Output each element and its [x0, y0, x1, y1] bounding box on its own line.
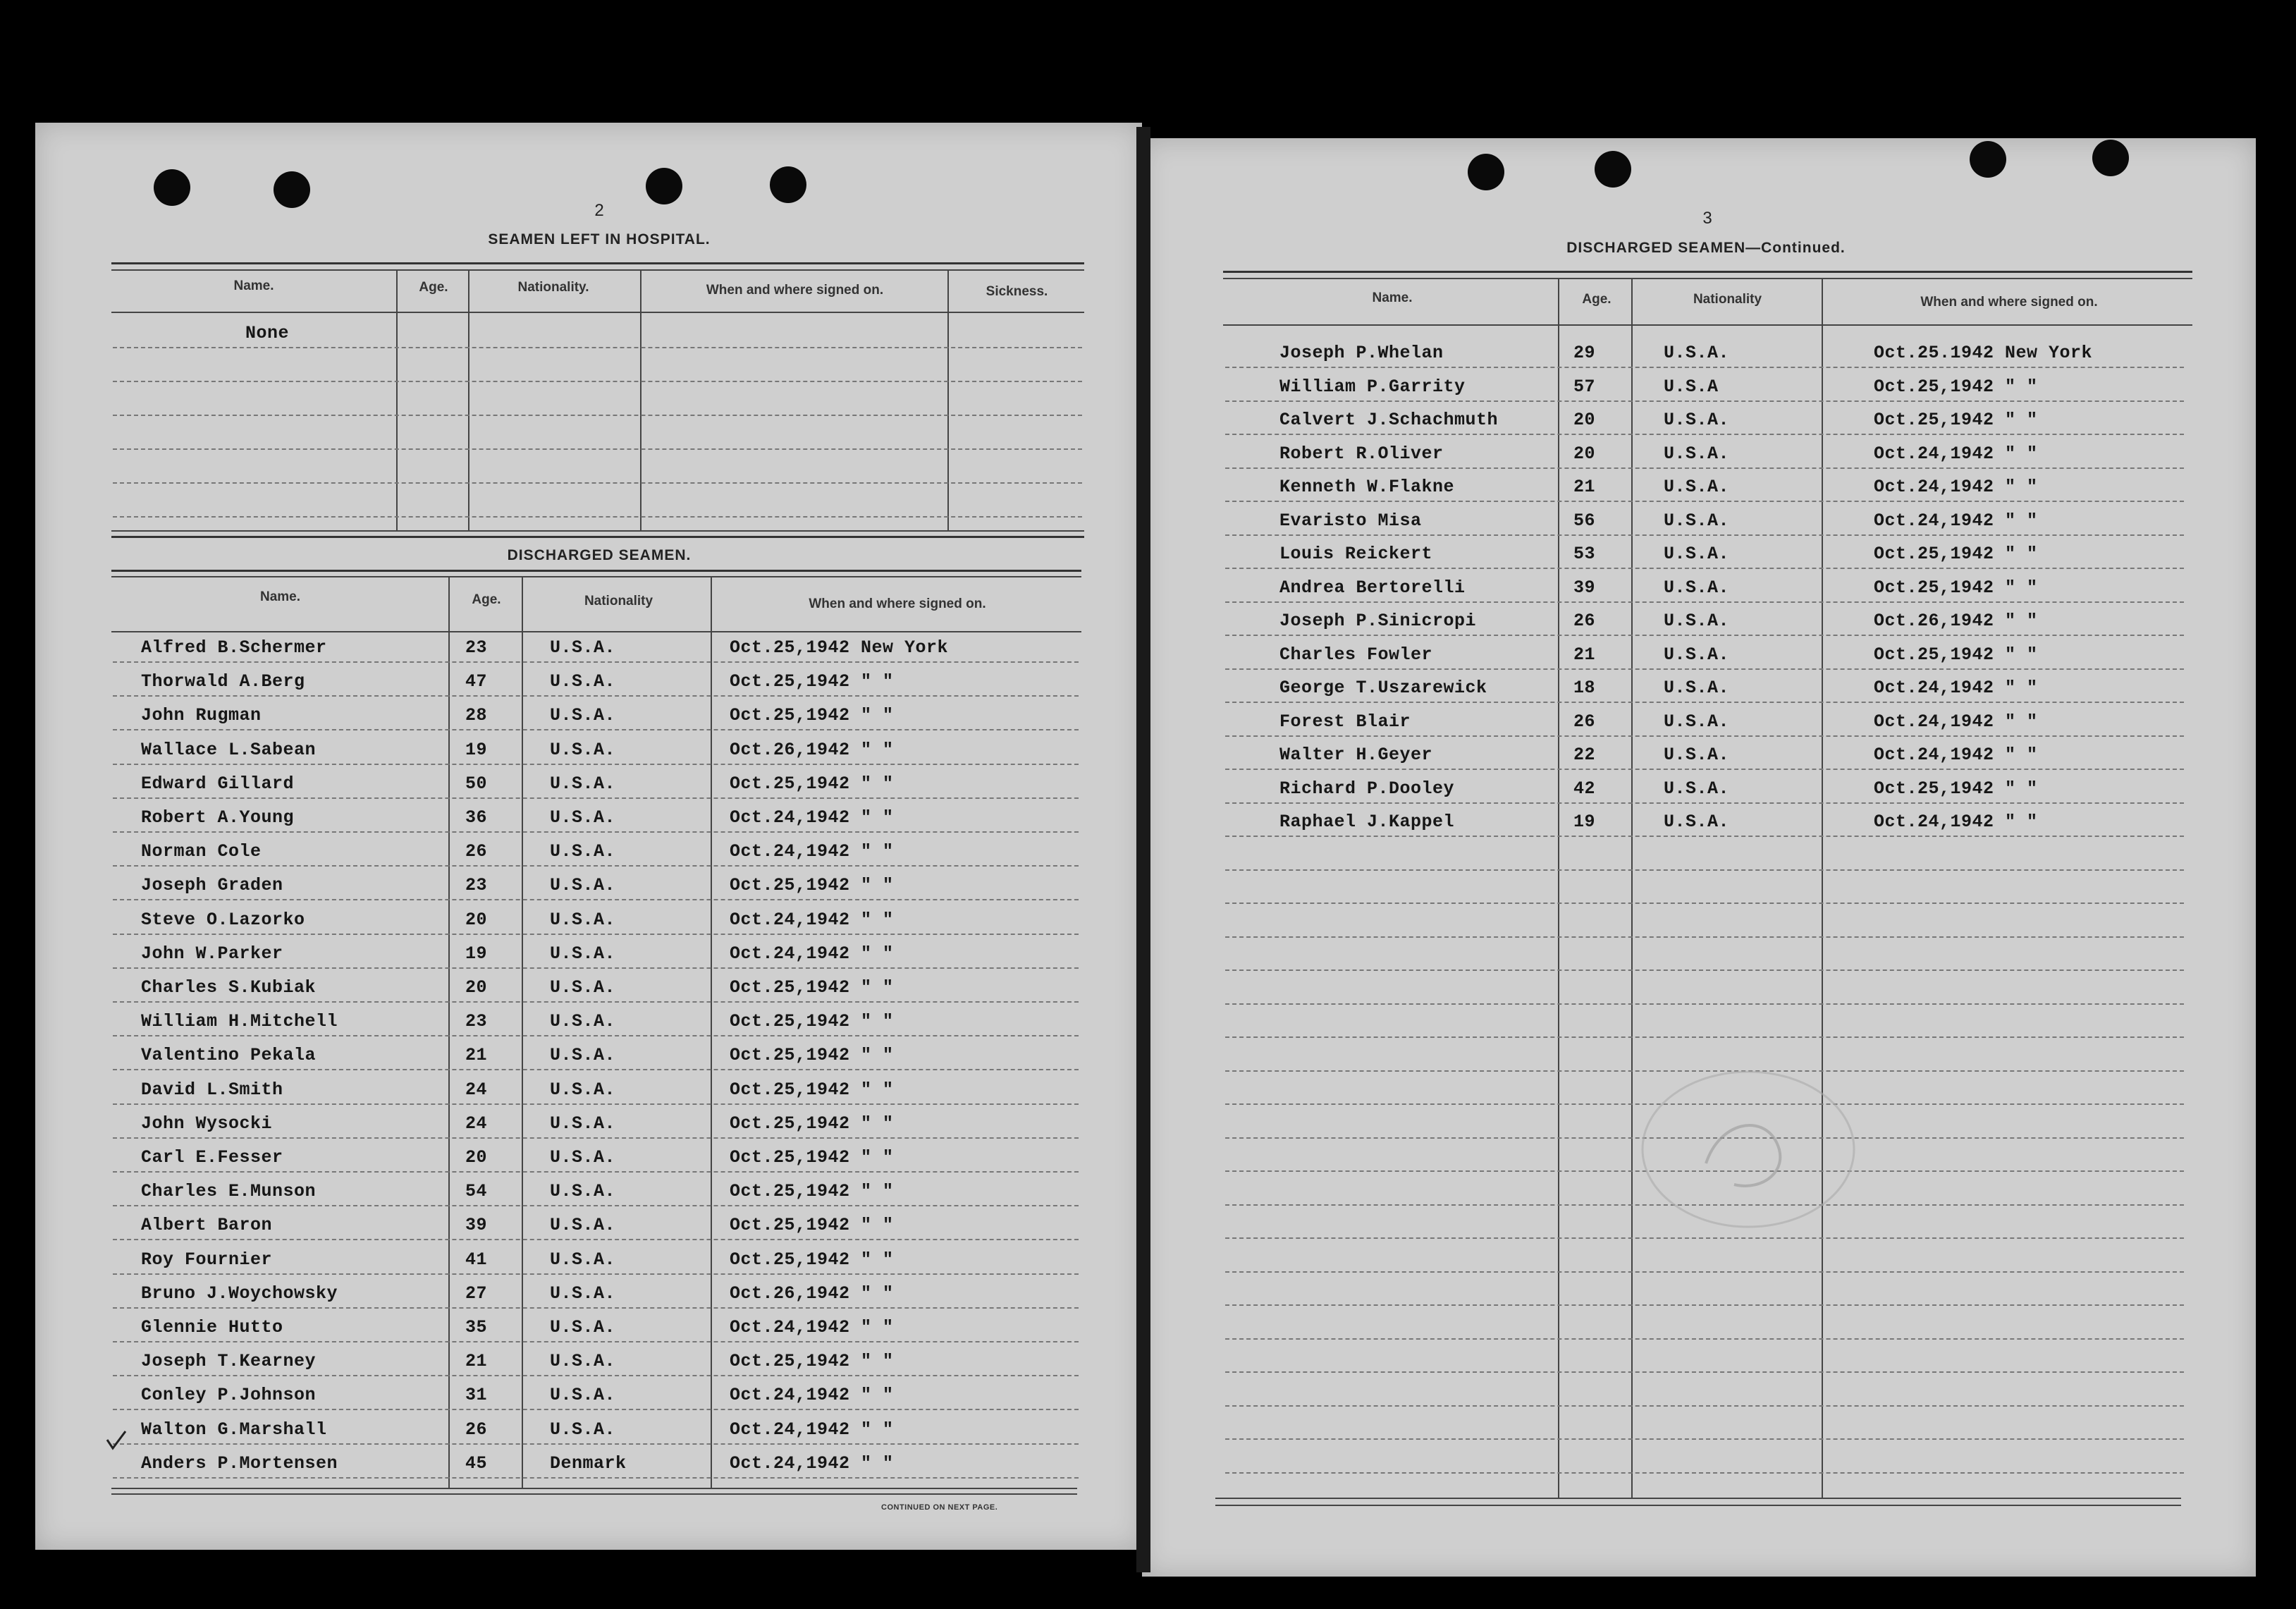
col-divider [522, 576, 523, 1488]
name-cell: William P.Garrity [1279, 377, 1466, 397]
age-cell: 39 [1573, 577, 1596, 598]
age-cell: 47 [465, 671, 488, 692]
name-cell: Joseph P.Sinicropi [1279, 611, 1477, 631]
row-line [113, 729, 1079, 730]
signed-on-cell: Oct.26,1942 " " [730, 740, 894, 760]
rule [111, 262, 1084, 264]
nationality-cell: U.S.A. [1664, 410, 1730, 430]
row-line [113, 899, 1079, 900]
nationality-cell: U.S.A. [550, 1249, 616, 1270]
nationality-cell: U.S.A. [550, 705, 616, 726]
continued-col-signed-on: When and where signed on. [1920, 295, 2098, 310]
row-line [113, 1171, 1079, 1173]
signed-on-cell: Oct.24,1942 " " [730, 807, 894, 828]
row-line [1225, 568, 2184, 569]
signed-on-cell: Oct.24,1942 " " [730, 1453, 894, 1474]
row-line [1225, 1271, 2184, 1273]
age-cell: 45 [465, 1453, 488, 1474]
age-cell: 22 [1573, 745, 1596, 765]
page-number-left: 2 [594, 201, 604, 220]
row-line [1225, 836, 2184, 837]
signed-on-cell: Oct.24,1942 " " [1874, 812, 2038, 832]
row-line [1225, 802, 2184, 804]
hospital-col-name: Name. [233, 279, 274, 293]
name-cell: Bruno J.Woychowsky [141, 1283, 338, 1304]
name-cell: Thorwald A.Berg [141, 671, 305, 692]
name-cell: Charles S.Kubiak [141, 977, 317, 998]
signed-on-cell: Oct.24,1942 " " [1874, 510, 2038, 531]
row-line [1225, 735, 2184, 737]
col-divider [711, 576, 712, 1488]
row-line [1225, 668, 2184, 670]
col-divider [1558, 278, 1559, 1498]
nationality-cell: U.S.A. [550, 1113, 616, 1134]
nationality-cell: U.S.A. [550, 1011, 616, 1032]
age-cell: 20 [465, 910, 488, 930]
nationality-cell: U.S.A. [550, 1147, 616, 1168]
name-cell: John Wysocki [141, 1113, 273, 1134]
name-cell: Richard P.Dooley [1279, 778, 1455, 799]
age-cell: 20 [1573, 443, 1596, 464]
name-cell: David L.Smith [141, 1079, 283, 1100]
age-cell: 21 [465, 1045, 488, 1065]
signed-on-cell: Oct.25,1942 New York [730, 637, 949, 658]
continued-col-name: Name. [1372, 290, 1413, 305]
nationality-cell: U.S.A. [550, 1317, 616, 1338]
signed-on-cell: Oct.25.1942 New York [1874, 343, 2093, 363]
age-cell: 39 [465, 1215, 488, 1235]
signed-on-cell: Oct.24,1942 " " [1874, 745, 2038, 765]
age-cell: 50 [465, 773, 488, 794]
punch-hole [154, 169, 190, 206]
row-line [1225, 434, 2184, 435]
nationality-cell: U.S.A. [550, 671, 616, 692]
row-line [113, 1341, 1079, 1342]
row-line [1225, 1371, 2184, 1373]
nationality-cell: U.S.A. [550, 841, 616, 862]
row-line [1225, 501, 2184, 502]
punch-hole [2092, 140, 2129, 176]
name-cell: Robert A.Young [141, 807, 295, 828]
age-cell: 54 [465, 1181, 488, 1201]
row-line [113, 1273, 1079, 1275]
signed-on-cell: Oct.25,1942 " " [730, 875, 894, 895]
col-divider [1822, 278, 1823, 1498]
age-cell: 19 [465, 943, 488, 964]
hospital-cell-name: None [245, 323, 290, 343]
signed-on-cell: Oct.25,1942 " " [730, 977, 894, 998]
signed-on-cell: Oct.25,1942 " " [730, 1045, 894, 1065]
row-line [113, 865, 1079, 867]
signed-on-cell: Oct.26,1942 " " [1874, 611, 2038, 631]
nationality-cell: U.S.A. [1664, 644, 1730, 665]
signed-on-cell: Oct.25,1942 " " [730, 1249, 894, 1270]
row-line [1225, 769, 2184, 770]
age-cell: 56 [1573, 510, 1596, 531]
name-cell: Raphael J.Kappel [1279, 812, 1455, 832]
age-cell: 53 [1573, 544, 1596, 564]
row-line [113, 347, 1082, 348]
row-line [1225, 903, 2184, 904]
row-line [1225, 1304, 2184, 1306]
age-cell: 21 [1573, 477, 1596, 497]
nationality-cell: U.S.A. [550, 740, 616, 760]
col-divider [1631, 278, 1633, 1498]
nationality-cell: U.S.A. [550, 875, 616, 895]
rule [111, 631, 1081, 632]
row-line [113, 1001, 1079, 1003]
punch-hole [274, 171, 310, 208]
age-cell: 19 [1573, 812, 1596, 832]
nationality-cell: U.S.A. [550, 1419, 616, 1440]
signed-on-cell: Oct.25,1942 " " [730, 1011, 894, 1032]
name-cell: Louis Reickert [1279, 544, 1433, 564]
discharged-col-signed-on: When and where signed on. [809, 597, 986, 611]
hospital-col-signed-on: When and where signed on. [706, 283, 884, 298]
page-gutter [1136, 127, 1150, 1572]
rule [111, 530, 1084, 532]
name-cell: George T.Uszarewick [1279, 678, 1487, 698]
age-cell: 27 [465, 1283, 488, 1304]
name-cell: Conley P.Johnson [141, 1385, 317, 1405]
signed-on-cell: Oct.24,1942 " " [1874, 678, 2038, 698]
row-line [1225, 367, 2184, 368]
signed-on-cell: Oct.24,1942 " " [1874, 477, 2038, 497]
age-cell: 23 [465, 875, 488, 895]
signed-on-cell: Oct.24,1942 " " [1874, 443, 2038, 464]
signed-on-cell: Oct.25,1942 " " [1874, 410, 2038, 430]
age-cell: 26 [1573, 711, 1596, 732]
nationality-cell: U.S.A. [550, 910, 616, 930]
row-line [1225, 702, 2184, 703]
nationality-cell: U.S.A. [550, 943, 616, 964]
row-line [1225, 869, 2184, 871]
name-cell: Evaristo Misa [1279, 510, 1422, 531]
nationality-cell: U.S.A. [550, 807, 616, 828]
row-line [113, 967, 1079, 969]
name-cell: Edward Gillard [141, 773, 295, 794]
age-cell: 26 [465, 1419, 488, 1440]
row-line [113, 516, 1082, 518]
age-cell: 23 [465, 1011, 488, 1032]
discharged-col-age: Age. [472, 592, 501, 607]
col-divider [448, 576, 450, 1488]
row-line [113, 934, 1079, 935]
rule [1215, 1505, 2181, 1506]
hospital-col-age: Age. [419, 280, 448, 295]
signed-on-cell: Oct.25,1942 " " [730, 1181, 894, 1201]
nationality-cell: U.S.A. [550, 1283, 616, 1304]
row-line [1225, 1438, 2184, 1440]
faint-stamp [1621, 1058, 1875, 1241]
name-cell: Robert R.Oliver [1279, 443, 1444, 464]
signed-on-cell: Oct.25,1942 " " [730, 1113, 894, 1134]
row-line [113, 415, 1082, 416]
age-cell: 29 [1573, 343, 1596, 363]
age-cell: 24 [465, 1079, 488, 1100]
hospital-section-title: SEAMEN LEFT IN HOSPITAL. [488, 231, 711, 247]
nationality-cell: Denmark [550, 1453, 627, 1474]
row-line [113, 381, 1082, 382]
nationality-cell: U.S.A. [1664, 510, 1730, 531]
signed-on-cell: Oct.24,1942 " " [730, 1385, 894, 1405]
age-cell: 20 [465, 1147, 488, 1168]
row-line [1225, 635, 2184, 636]
name-cell: Joseph P.Whelan [1279, 343, 1444, 363]
rule [1215, 1498, 2181, 1499]
signed-on-cell: Oct.25,1942 " " [730, 1351, 894, 1371]
rule [111, 576, 1081, 577]
signed-on-cell: Oct.25,1942 " " [1874, 377, 2038, 397]
name-cell: Glennie Hutto [141, 1317, 283, 1338]
nationality-cell: U.S.A. [1664, 745, 1730, 765]
name-cell: Alfred B.Schermer [141, 637, 327, 658]
name-cell: Forest Blair [1279, 711, 1411, 732]
rule [111, 536, 1084, 538]
row-line [113, 1307, 1079, 1309]
nationality-cell: U.S.A [1664, 377, 1719, 397]
nationality-cell: U.S.A. [550, 1351, 616, 1371]
age-cell: 20 [1573, 410, 1596, 430]
signed-on-cell: Oct.24,1942 " " [1874, 711, 2038, 732]
nationality-cell: U.S.A. [550, 637, 616, 658]
name-cell: Valentino Pekala [141, 1045, 317, 1065]
age-cell: 35 [465, 1317, 488, 1338]
hospital-col-sickness: Sickness. [986, 284, 1048, 299]
row-line [113, 1443, 1079, 1445]
rule [111, 570, 1081, 572]
row-line [113, 831, 1079, 833]
row-line [1225, 1338, 2184, 1340]
row-line [1225, 601, 2184, 603]
name-cell: John W.Parker [141, 943, 283, 964]
name-cell: Joseph T.Kearney [141, 1351, 317, 1371]
age-cell: 26 [1573, 611, 1596, 631]
age-cell: 20 [465, 977, 488, 998]
nationality-cell: U.S.A. [550, 977, 616, 998]
row-line [113, 797, 1079, 799]
name-cell: Norman Cole [141, 841, 262, 862]
rule [111, 1493, 1077, 1495]
rule [1223, 271, 2192, 273]
name-cell: Joseph Graden [141, 875, 283, 895]
row-line [113, 1103, 1079, 1105]
row-line [113, 448, 1082, 450]
name-cell: Steve O.Lazorko [141, 910, 305, 930]
age-cell: 36 [465, 807, 488, 828]
page-number-right: 3 [1702, 209, 1712, 228]
row-line [113, 661, 1079, 663]
row-line [1225, 969, 2184, 971]
row-line [113, 695, 1079, 697]
punch-hole [1595, 151, 1631, 188]
row-line [1225, 1036, 2184, 1038]
age-cell: 57 [1573, 377, 1596, 397]
nationality-cell: U.S.A. [550, 1181, 616, 1201]
continued-col-nationality: Nationality [1693, 292, 1762, 307]
continued-section-title: DISCHARGED SEAMEN—Continued. [1566, 240, 1846, 256]
row-line [1225, 534, 2184, 536]
continued-note: CONTINUED ON NEXT PAGE. [881, 1503, 998, 1512]
row-line [113, 1069, 1079, 1070]
row-line [113, 1375, 1079, 1376]
name-cell: William H.Mitchell [141, 1011, 338, 1032]
check-mark [106, 1430, 127, 1451]
name-cell: Albert Baron [141, 1215, 273, 1235]
row-line [113, 1239, 1079, 1240]
name-cell: Charles E.Munson [141, 1181, 317, 1201]
row-line [113, 1409, 1079, 1410]
nationality-cell: U.S.A. [1664, 477, 1730, 497]
name-cell: Roy Fournier [141, 1249, 273, 1270]
punch-hole [1970, 141, 2006, 178]
age-cell: 41 [465, 1249, 488, 1270]
discharged-col-name: Name. [259, 589, 301, 604]
col-divider [947, 269, 949, 530]
nationality-cell: U.S.A. [1664, 577, 1730, 598]
row-line [113, 764, 1079, 765]
rule [111, 312, 1084, 313]
signed-on-cell: Oct.24,1942 " " [730, 841, 894, 862]
row-line [1225, 400, 2184, 402]
punch-hole [1468, 154, 1504, 190]
signed-on-cell: Oct.25,1942 " " [730, 1215, 894, 1235]
nationality-cell: U.S.A. [550, 773, 616, 794]
signed-on-cell: Oct.25,1942 " " [730, 705, 894, 726]
nationality-cell: U.S.A. [550, 1215, 616, 1235]
nationality-cell: U.S.A. [1664, 711, 1730, 732]
col-divider [396, 269, 398, 530]
rule [111, 269, 1084, 271]
signed-on-cell: Oct.25,1942 " " [1874, 577, 2038, 598]
nationality-cell: U.S.A. [1664, 611, 1730, 631]
name-cell: Calvert J.Schachmuth [1279, 410, 1499, 430]
age-cell: 24 [465, 1113, 488, 1134]
nationality-cell: U.S.A. [1664, 778, 1730, 799]
age-cell: 31 [465, 1385, 488, 1405]
age-cell: 18 [1573, 678, 1596, 698]
name-cell: Charles Fowler [1279, 644, 1433, 665]
rule [1223, 278, 2192, 279]
name-cell: Walter H.Geyer [1279, 745, 1433, 765]
signed-on-cell: Oct.24,1942 " " [730, 1317, 894, 1338]
rule [1223, 324, 2192, 326]
row-line [113, 1477, 1079, 1479]
nationality-cell: U.S.A. [1664, 544, 1730, 564]
nationality-cell: U.S.A. [550, 1079, 616, 1100]
row-line [113, 1035, 1079, 1036]
name-cell: Andrea Bertorelli [1279, 577, 1466, 598]
nationality-cell: U.S.A. [550, 1045, 616, 1065]
age-cell: 21 [465, 1351, 488, 1371]
age-cell: 21 [1573, 644, 1596, 665]
row-line [113, 482, 1082, 484]
row-line [1225, 1003, 2184, 1005]
signed-on-cell: Oct.25,1942 " " [1874, 544, 2038, 564]
signed-on-cell: Oct.25,1942 " " [1874, 778, 2038, 799]
row-line [113, 1205, 1079, 1206]
age-cell: 19 [465, 740, 488, 760]
row-line [1225, 936, 2184, 938]
signed-on-cell: Oct.25,1942 " " [730, 1147, 894, 1168]
name-cell: Anders P.Mortensen [141, 1453, 338, 1474]
rule [111, 1488, 1077, 1489]
signed-on-cell: Oct.25,1942 " " [730, 773, 894, 794]
signed-on-cell: Oct.26,1942 " " [730, 1283, 894, 1304]
continued-col-age: Age. [1582, 292, 1612, 307]
nationality-cell: U.S.A. [1664, 443, 1730, 464]
age-cell: 23 [465, 637, 488, 658]
name-cell: Kenneth W.Flakne [1279, 477, 1455, 497]
row-line [1225, 1405, 2184, 1407]
signed-on-cell: Oct.24,1942 " " [730, 1419, 894, 1440]
discharged-col-nationality: Nationality [584, 594, 653, 608]
punch-hole [646, 168, 682, 204]
nationality-cell: U.S.A. [1664, 812, 1730, 832]
name-cell: Carl E.Fesser [141, 1147, 283, 1168]
hospital-col-nationality: Nationality. [517, 280, 589, 295]
age-cell: 28 [465, 705, 488, 726]
discharged-section-title: DISCHARGED SEAMEN. [507, 547, 692, 563]
punch-hole [770, 166, 806, 203]
age-cell: 42 [1573, 778, 1596, 799]
signed-on-cell: Oct.25,1942 " " [730, 671, 894, 692]
col-divider [640, 269, 641, 530]
row-line [1225, 467, 2184, 469]
name-cell: Walton G.Marshall [141, 1419, 327, 1440]
age-cell: 26 [465, 841, 488, 862]
nationality-cell: U.S.A. [1664, 343, 1730, 363]
name-cell: Wallace L.Sabean [141, 740, 317, 760]
nationality-cell: U.S.A. [1664, 678, 1730, 698]
row-line [1225, 1472, 2184, 1474]
signed-on-cell: Oct.24,1942 " " [730, 943, 894, 964]
signed-on-cell: Oct.25,1942 " " [1874, 644, 2038, 665]
nationality-cell: U.S.A. [550, 1385, 616, 1405]
signed-on-cell: Oct.24,1942 " " [730, 910, 894, 930]
row-line [113, 1137, 1079, 1139]
col-divider [468, 269, 469, 530]
name-cell: John Rugman [141, 705, 262, 726]
signed-on-cell: Oct.25,1942 " " [730, 1079, 894, 1100]
